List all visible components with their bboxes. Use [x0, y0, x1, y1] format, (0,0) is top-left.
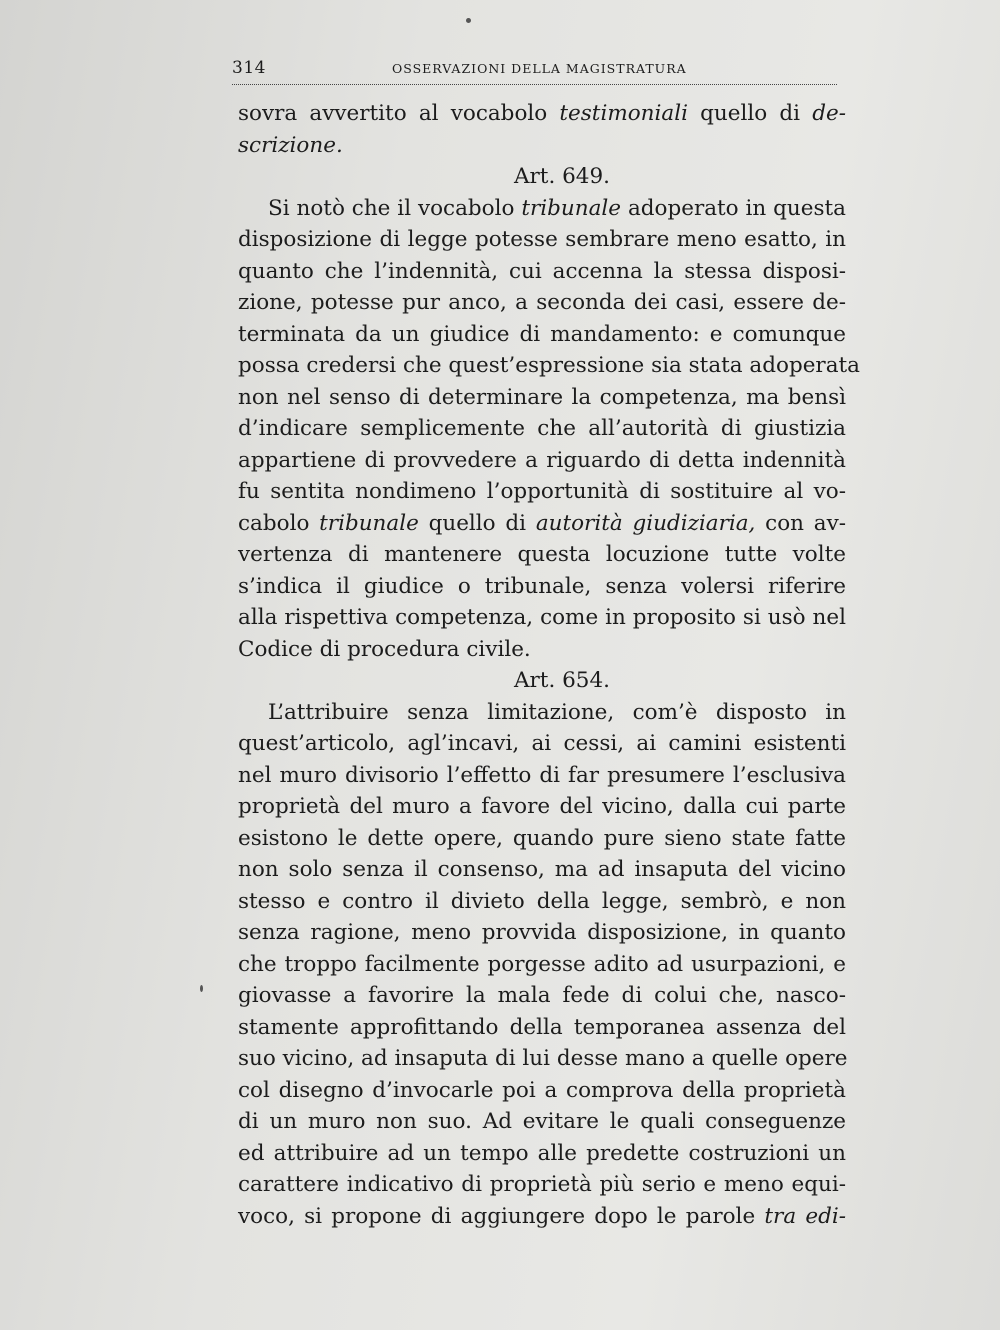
- text-line: nel muro divisorio l’effetto di far presumere l’esclusiva: [238, 762, 846, 788]
- text-line: stamente approfittando della temporanea assenza del: [238, 1014, 846, 1040]
- text-run: sovra avvertito al vocabolo: [238, 101, 560, 126]
- text-run: voco, si propone di aggiungere dopo le parole: [238, 1203, 765, 1229]
- page-header: [232, 58, 837, 85]
- ink-speck: [466, 18, 471, 23]
- text-line: terminata da un giudice di mandamento: e comunque: [238, 321, 846, 347]
- text-line: col disegno d’invocarle poi a comprova della proprietà: [238, 1077, 846, 1103]
- text-line: stesso e contro il divieto della legge, sembrò, e non: [238, 888, 846, 914]
- running-title: OSSERVAZIONI DELLA MAGISTRATURA: [392, 61, 687, 76]
- text-line: di un muro non suo. Ad evitare le quali conseguenze: [238, 1109, 846, 1134]
- text-line: [238, 130, 846, 162]
- text-line: vertenza di mantenere questa locuzione tutte volte: [238, 542, 846, 567]
- text-line: suo vicino, ad insaputa di lui desse mano a quelle opere: [238, 1046, 848, 1071]
- text-run: quello di: [687, 101, 813, 126]
- page-number: 314: [232, 58, 266, 78]
- article-heading: Art. 649.: [514, 164, 610, 189]
- italic-term: autorità giudiziaria,: [535, 510, 756, 536]
- text-line: fu sentita nondimeno l’opportunità di sostituire al vo-: [238, 479, 846, 504]
- text-line: s’indica il giudice o tribunale, senza volersi riferire: [238, 573, 846, 599]
- italic-term: de-: [812, 101, 846, 126]
- text-line: [238, 193, 846, 225]
- text-line: d’indicare semplicemente che all’autorità di giustizia: [238, 416, 846, 441]
- text-run: quello di: [418, 510, 536, 536]
- text-line: [238, 508, 846, 540]
- text-line: Codice di procedura civile.: [238, 636, 531, 662]
- text-line: [238, 1201, 846, 1233]
- text-line: esistono le dette opere, quando pure sieno state fatte: [238, 825, 846, 851]
- text-line: quanto che l’indennità, cui accenna la stessa disposi-: [238, 258, 846, 284]
- text-line: zione, potesse pur anco, a seconda dei casi, essere de-: [238, 290, 846, 315]
- text-line: possa credersi che quest’espressione sia stata adoperata: [238, 353, 860, 378]
- text-run: adoperato in questa: [621, 195, 846, 221]
- text-line: non solo senza il consenso, ma ad insaputa del vicino: [238, 857, 846, 882]
- article-heading: Art. 654.: [514, 668, 610, 693]
- italic-term: tribunale: [521, 195, 622, 221]
- body-text: [238, 98, 860, 1232]
- text-line: giovasse a favorire la mala fede di colui che, nasco-: [238, 983, 846, 1008]
- italic-term: testimoniali: [559, 101, 688, 126]
- text-line: carattere indicativo di proprietà più serio e meno equi-: [238, 1172, 846, 1197]
- text-line: [238, 98, 846, 130]
- text-line: L’attribuire senza limitazione, com’è disposto in: [268, 699, 846, 725]
- ink-speck: [200, 985, 203, 992]
- text-line: che troppo facilmente porgesse adito ad usurpazioni, e: [238, 951, 846, 977]
- text-line: proprietà del muro a favore del vicino, dalla cui parte: [238, 794, 846, 819]
- text-line: disposizione di legge potesse sembrare meno esatto, in: [238, 227, 846, 252]
- text-line: alla rispettiva competenza, come in proposito si usò nel: [238, 605, 846, 630]
- text-run: Si notò che il vocabolo: [268, 195, 522, 221]
- text-line: non nel senso di determinare la competenza, ma bensì: [238, 384, 846, 410]
- text-line: ed attribuire ad un tempo alle predette costruzioni un: [238, 1140, 846, 1166]
- text-run: cabolo: [238, 510, 320, 536]
- text-run: con av-: [755, 510, 847, 536]
- text-line: appartiene di provvedere a riguardo di detta indennità: [238, 447, 846, 473]
- text-line: quest’articolo, agl’incavi, ai cessi, ai camini esistenti: [238, 731, 846, 756]
- text-line: senza ragione, meno provvida disposizione, in quanto: [238, 920, 846, 945]
- italic-term: tra edi-: [764, 1203, 847, 1229]
- italic-term: tribunale: [319, 510, 419, 536]
- italic-term: scrizione.: [238, 132, 343, 158]
